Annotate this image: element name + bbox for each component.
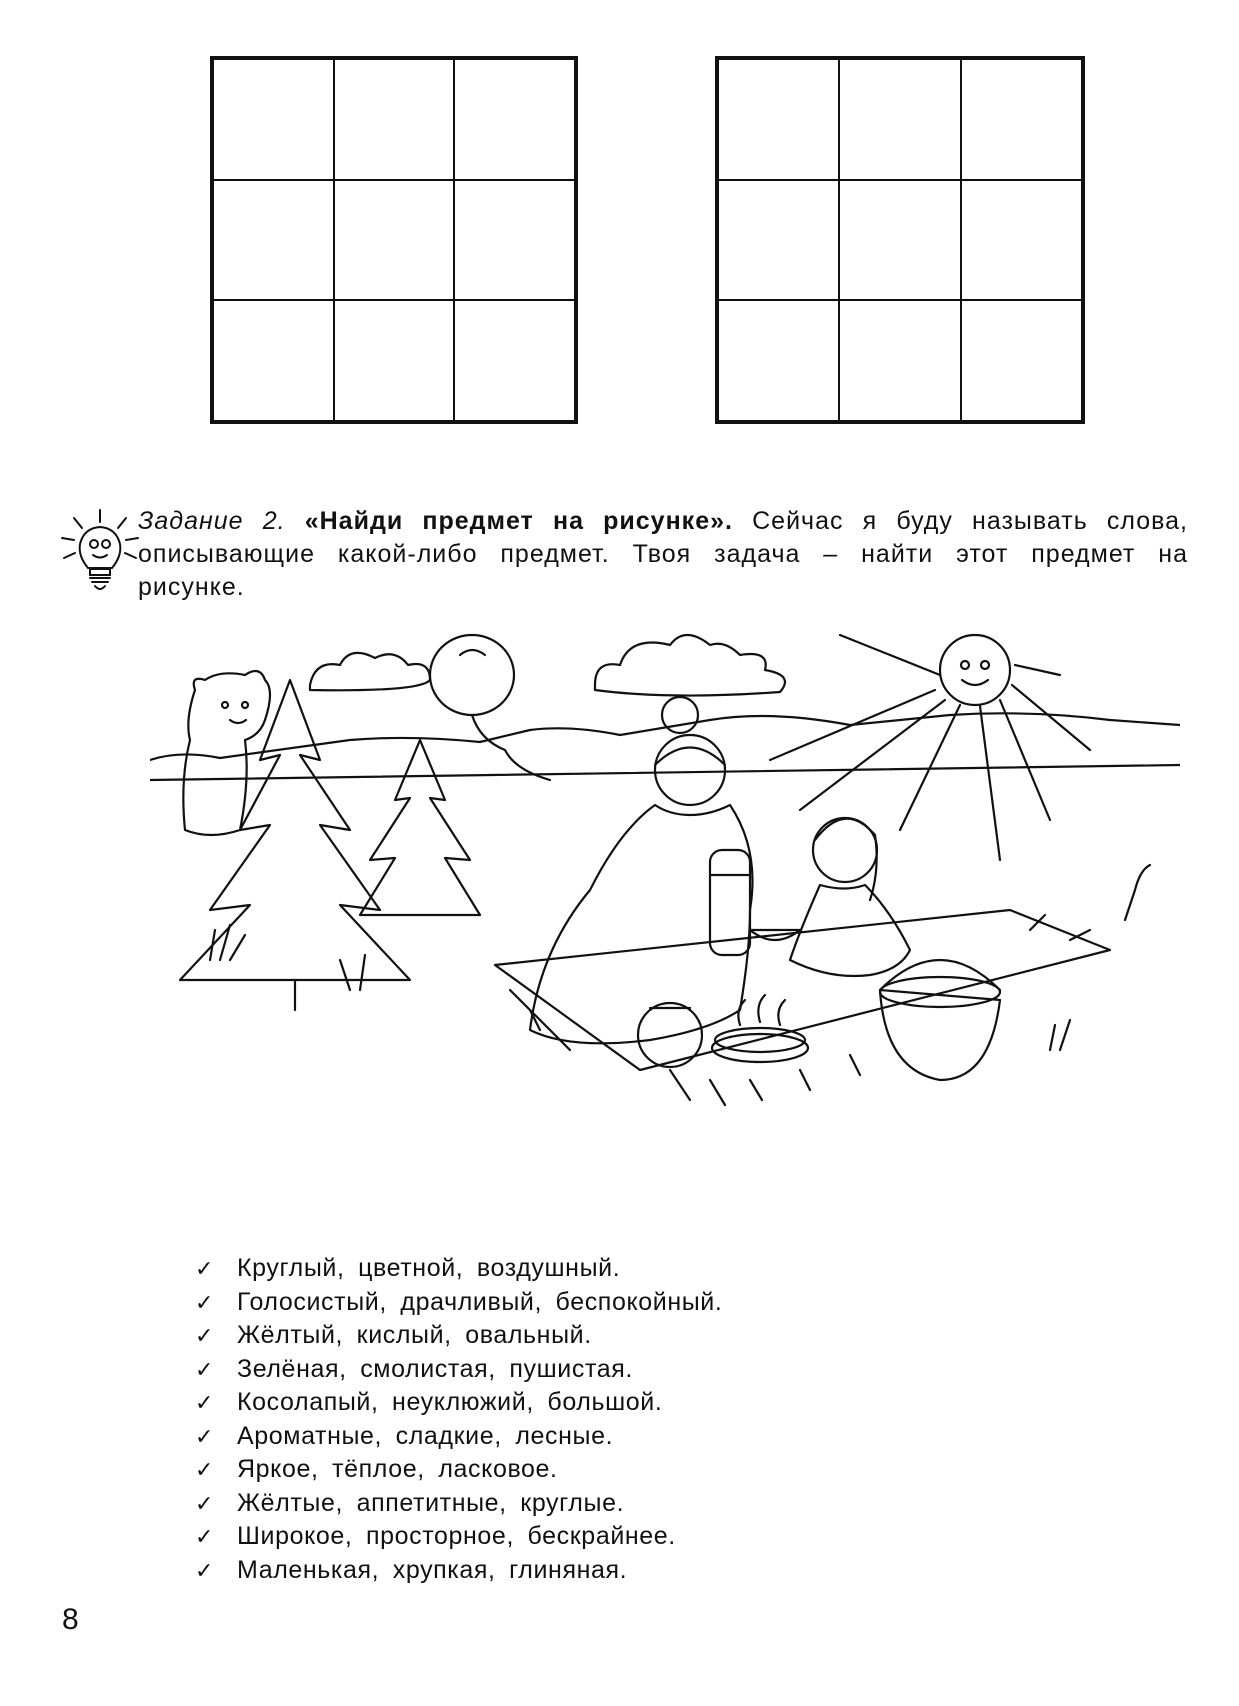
checkmark-icon: ✓: [195, 1423, 215, 1449]
list-item-text: Маленькая, хрупкая, глиняная.: [237, 1555, 628, 1584]
grid-cell[interactable]: [454, 300, 575, 421]
sun: [940, 635, 1010, 705]
empty-grid-left: [210, 56, 578, 424]
picnic-rug: [495, 910, 1110, 1070]
checkmark-icon: ✓: [195, 1524, 215, 1549]
list-item-text: Широкое, просторное, бескрайнее.: [237, 1522, 676, 1550]
checkmark-icon: ✓: [195, 1289, 215, 1315]
list-item: [195, 1420, 722, 1454]
checkmark-icon: ✓: [195, 1457, 215, 1482]
cloud-left: [310, 653, 430, 690]
grid-cell[interactable]: [961, 300, 1082, 421]
list-item-text: Косолапый, неуклюжий, большой.: [237, 1388, 663, 1416]
grid-cell[interactable]: [961, 59, 1082, 180]
balloon: [430, 635, 514, 715]
list-item-text: Голосистый, драчливый, беспокойный.: [237, 1287, 723, 1316]
grid-cell[interactable]: [718, 180, 839, 301]
grid-cell[interactable]: [454, 180, 575, 301]
grid-cell[interactable]: [718, 59, 839, 180]
list-item: [195, 1520, 722, 1554]
grid-cell[interactable]: [334, 59, 455, 180]
checkmark-icon: ✓: [195, 1557, 215, 1583]
checkmark-icon: ✓: [195, 1390, 215, 1415]
checkmark-icon: ✓: [195, 1356, 215, 1382]
list-item: [195, 1487, 722, 1521]
grid-cell[interactable]: [839, 180, 960, 301]
grid-cell[interactable]: [961, 180, 1082, 301]
fir-tree-small: [360, 740, 480, 915]
list-item-text: Ароматные, сладкие, лесные.: [237, 1421, 614, 1450]
honey-pot: [638, 1003, 702, 1067]
grid-cell[interactable]: [213, 180, 334, 301]
list-item-text: Жёлтые, аппетитные, круглые.: [237, 1488, 625, 1517]
task-title: «Найди предмет на рисунке».: [304, 507, 733, 535]
grid-cell[interactable]: [334, 180, 455, 301]
mother-head: [655, 735, 725, 805]
empty-grid-right: [715, 56, 1085, 424]
word-list: [195, 1252, 722, 1587]
checkmark-icon: ✓: [195, 1323, 215, 1348]
page-number: 8: [62, 1603, 79, 1636]
cloud-right: [595, 635, 785, 696]
list-item: [195, 1353, 722, 1387]
grid-cell[interactable]: [213, 300, 334, 421]
list-item: [195, 1554, 722, 1588]
list-item-text: Зелёная, смолистая, пушистая.: [237, 1354, 633, 1383]
task-paragraph: [138, 505, 1188, 604]
checkmark-icon: ✓: [195, 1256, 215, 1281]
grid-cell[interactable]: [213, 59, 334, 180]
lightbulb-icon: [60, 508, 140, 598]
list-item: [195, 1386, 722, 1420]
grid-cell[interactable]: [839, 59, 960, 180]
mother-body: [530, 805, 753, 1043]
list-item: [195, 1453, 722, 1487]
list-item: [195, 1286, 722, 1320]
grid-cell[interactable]: [454, 59, 575, 180]
grid-cell[interactable]: [839, 300, 960, 421]
list-item-text: Яркое, тёплое, ласковое.: [237, 1455, 558, 1483]
grid-cell[interactable]: [334, 300, 455, 421]
grid-cell[interactable]: [718, 300, 839, 421]
picnic-illustration: [150, 630, 1180, 1230]
checkmark-icon: ✓: [195, 1490, 215, 1516]
task-label: Задание 2.: [138, 507, 286, 535]
list-item: [195, 1319, 722, 1353]
list-item-text: Круглый, цветной, воздушный.: [237, 1254, 621, 1282]
task-text: Сейчас я буду называть слова, описывающие какой-либо предмет. Твоя задача – найти этот предмет на рисунке.: [138, 507, 1188, 601]
list-item-text: Жёлтый, кислый, овальный.: [237, 1321, 592, 1349]
list-item: [195, 1252, 722, 1286]
